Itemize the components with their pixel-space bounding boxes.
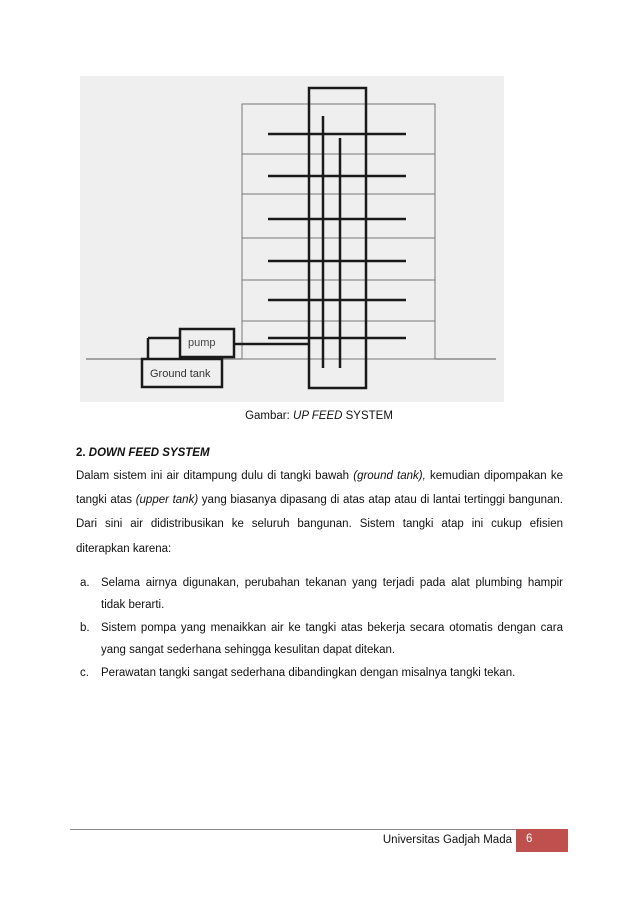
figure-caption xyxy=(0,410,638,422)
list-item xyxy=(76,572,563,616)
section-number: 2. xyxy=(76,447,89,459)
para-italic-2: (upper tank) xyxy=(135,494,199,507)
caption-prefix: Gambar: xyxy=(245,410,294,422)
page-number-box xyxy=(516,829,568,852)
section-title-text: DOWN FEED SYSTEM xyxy=(88,447,210,459)
up-feed-diagram xyxy=(80,76,504,402)
pump-label: pump xyxy=(188,337,216,349)
para-italic-1: (ground tank), xyxy=(353,470,426,482)
list-item-text: Perawatan tangki sangat sederhana dibandingkan dengan misalnya tangki tekan. xyxy=(101,667,516,679)
list-marker: b. xyxy=(80,622,90,634)
reasons-list xyxy=(76,572,563,685)
section-title xyxy=(76,447,210,459)
body-paragraph xyxy=(76,464,563,561)
para-text-3: yang biasanya dipasang di atas atap atau di lantai tertinggi bangunan. Dari sini air didistribusikan ke seluruh bangunan. Sistem tangki atap ini cukup efisien diterapkan karena: xyxy=(76,494,563,555)
footer-institution: Universitas Gadjah Mada xyxy=(382,834,512,846)
para-text-1: Dalam sistem ini air ditampung dulu di tangki bawah xyxy=(76,470,354,482)
para-text-2: kemudian dipompakan ke tangki atas xyxy=(76,470,563,507)
footer-divider xyxy=(70,829,568,830)
list-item-text: Selama airnya digunakan, perubahan tekanan yang terjadi pada alat plumbing hampir tidak berarti. xyxy=(101,577,563,611)
caption-suffix: SYSTEM xyxy=(342,410,393,422)
list-item-text: Sistem pompa yang menaikkan air ke tangki atas bekerja secara otomatis dengan cara yang sangat sederhana sehingga kesulitan dapat ditekan. xyxy=(101,622,563,656)
list-marker: c. xyxy=(80,667,89,679)
page-number: 6 xyxy=(526,833,533,845)
list-item xyxy=(76,617,563,661)
list-item xyxy=(76,662,563,684)
list-marker: a. xyxy=(80,577,90,589)
ground-tank-label: Ground tank xyxy=(150,368,211,380)
up-feed-system-figure xyxy=(80,76,504,402)
caption-italic: UP FEED xyxy=(293,410,343,422)
